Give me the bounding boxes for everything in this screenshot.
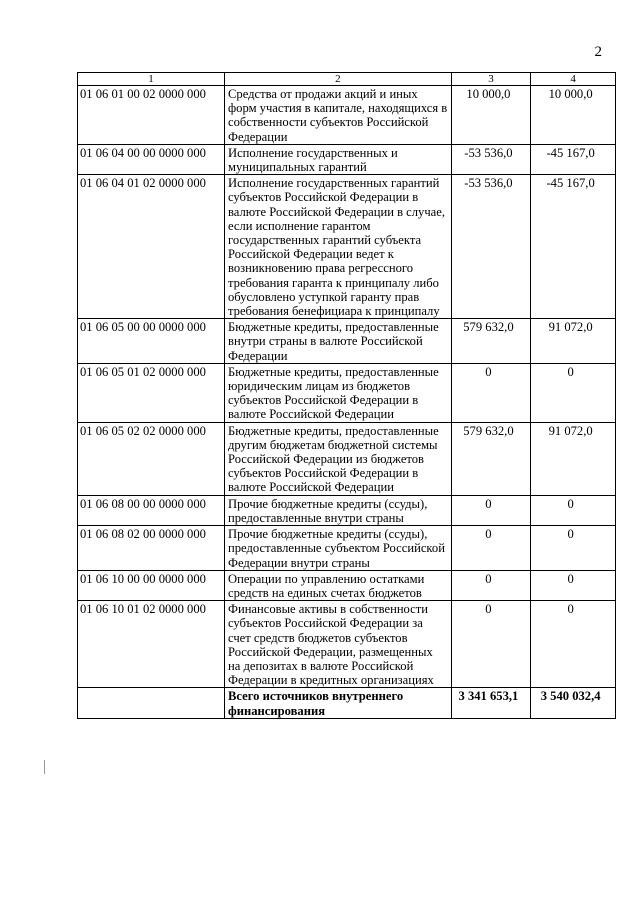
financing-sources-table bbox=[77, 72, 616, 719]
value-col4-cell: 0 bbox=[531, 495, 616, 525]
page-number: 2 bbox=[594, 44, 602, 60]
item-name-cell: Финансовые активы в собственности субъектов Российской Федерации за счет средств бюджетов субъектов Российской Федерации, размещенных на депозитах в валюте Российской Федерации в кредитных организациях bbox=[225, 601, 452, 688]
total-code-cell bbox=[78, 688, 225, 718]
table-row bbox=[78, 175, 616, 319]
item-name-cell: Прочие бюджетные кредиты (ссуды), предоставленные субъектом Российской Федерации внутри страны bbox=[225, 526, 452, 571]
value-col4-cell: 0 bbox=[531, 601, 616, 688]
table-row bbox=[78, 570, 616, 600]
value-col3-cell: 0 bbox=[451, 601, 531, 688]
value-col3-cell: 10 000,0 bbox=[451, 86, 531, 145]
table-row bbox=[78, 526, 616, 571]
column-header-2: 2 bbox=[225, 73, 452, 86]
budget-code-cell: 01 06 01 00 02 0000 000 bbox=[78, 86, 225, 145]
budget-code-cell: 01 06 05 00 00 0000 000 bbox=[78, 319, 225, 364]
budget-code-cell: 01 06 05 02 02 0000 000 bbox=[78, 422, 225, 495]
value-col3-cell: -53 536,0 bbox=[451, 144, 531, 174]
value-col4-cell: -45 167,0 bbox=[531, 144, 616, 174]
budget-code-cell: 01 06 10 00 00 0000 000 bbox=[78, 570, 225, 600]
item-name-cell: Бюджетные кредиты, предоставленные юридическим лицам из бюджетов субъектов Российской Федерации в валюте Российской Федерации bbox=[225, 363, 452, 422]
value-col4-cell: -45 167,0 bbox=[531, 175, 616, 319]
budget-code-cell: 01 06 08 00 00 0000 000 bbox=[78, 495, 225, 525]
value-col3-cell: 0 bbox=[451, 526, 531, 571]
scan-artifact bbox=[44, 760, 45, 774]
table-row bbox=[78, 422, 616, 495]
value-col3-cell: 579 632,0 bbox=[451, 422, 531, 495]
item-name-cell: Исполнение государственных гарантий субъектов Российской Федерации в валюте Российской Федерации в случае, если исполнение гарантом государственных гарантий субъекта Российской Федерации ведет к возникновению права регрессного требования гаранта к принципалу либо обусловлено уступкой гаранту прав требования бенефициара к принципалу bbox=[225, 175, 452, 319]
budget-code-cell: 01 06 04 00 00 0000 000 bbox=[78, 144, 225, 174]
value-col3-cell: 579 632,0 bbox=[451, 319, 531, 364]
item-name-cell: Исполнение государственных и муниципальных гарантий bbox=[225, 144, 452, 174]
total-label-cell: Всего источников внутреннего финансирования bbox=[225, 688, 452, 718]
value-col4-cell: 0 bbox=[531, 526, 616, 571]
item-name-cell: Операции по управлению остатками средств на единых счетах бюджетов bbox=[225, 570, 452, 600]
total-col3-cell: 3 341 653,1 bbox=[451, 688, 531, 718]
value-col4-cell: 91 072,0 bbox=[531, 422, 616, 495]
value-col4-cell: 0 bbox=[531, 570, 616, 600]
value-col3-cell: 0 bbox=[451, 363, 531, 422]
value-col4-cell: 0 bbox=[531, 363, 616, 422]
table-header-row bbox=[78, 73, 616, 86]
column-header-4: 4 bbox=[531, 73, 616, 86]
table-row bbox=[78, 363, 616, 422]
budget-code-cell: 01 06 10 01 02 0000 000 bbox=[78, 601, 225, 688]
table-row bbox=[78, 319, 616, 364]
table-row bbox=[78, 495, 616, 525]
budget-code-cell: 01 06 08 02 00 0000 000 bbox=[78, 526, 225, 571]
column-header-3: 3 bbox=[451, 73, 531, 86]
table-row bbox=[78, 601, 616, 688]
item-name-cell: Прочие бюджетные кредиты (ссуды), предоставленные внутри страны bbox=[225, 495, 452, 525]
item-name-cell: Бюджетные кредиты, предоставленные другим бюджетам бюджетной системы Российской Федерации из бюджетов субъектов Российской Федерации в валюте Российской Федерации bbox=[225, 422, 452, 495]
value-col3-cell: 0 bbox=[451, 495, 531, 525]
total-row bbox=[78, 688, 616, 718]
budget-code-cell: 01 06 04 01 02 0000 000 bbox=[78, 175, 225, 319]
item-name-cell: Средства от продажи акций и иных форм участия в капитале, находящихся в собственности субъектов Российской Федерации bbox=[225, 86, 452, 145]
table-row bbox=[78, 144, 616, 174]
value-col3-cell: 0 bbox=[451, 570, 531, 600]
value-col4-cell: 10 000,0 bbox=[531, 86, 616, 145]
value-col4-cell: 91 072,0 bbox=[531, 319, 616, 364]
column-header-1: 1 bbox=[78, 73, 225, 86]
item-name-cell: Бюджетные кредиты, предоставленные внутри страны в валюте Российской Федерации bbox=[225, 319, 452, 364]
table-row bbox=[78, 86, 616, 145]
value-col3-cell: -53 536,0 bbox=[451, 175, 531, 319]
budget-code-cell: 01 06 05 01 02 0000 000 bbox=[78, 363, 225, 422]
total-col4-cell: 3 540 032,4 bbox=[531, 688, 616, 718]
